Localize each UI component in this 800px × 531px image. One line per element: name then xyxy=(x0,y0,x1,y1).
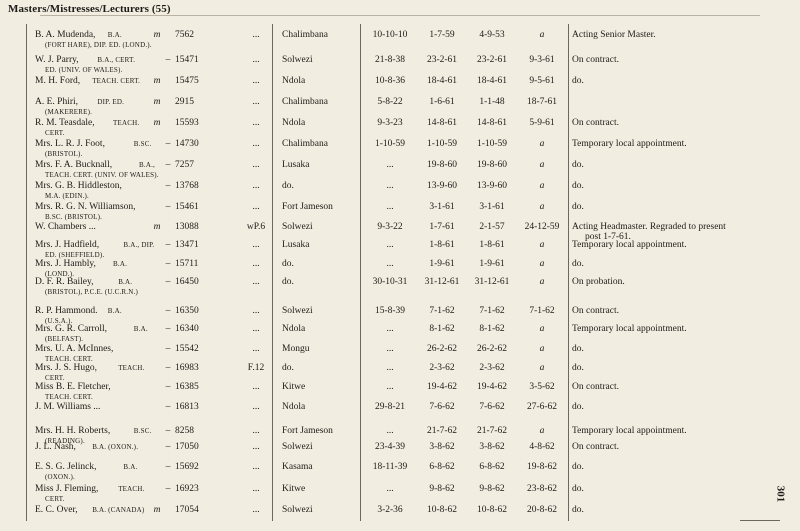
table-cell-date-first: 3-1-61 xyxy=(479,202,505,212)
table-cell-post: ... xyxy=(252,259,260,269)
table-cell-name: W. J. Parry, xyxy=(35,55,79,65)
table-cell-date-first: 21-7-62 xyxy=(476,426,508,436)
table-cell-dash: – xyxy=(165,484,171,494)
table-cell-number: 16813 xyxy=(175,402,199,412)
table-cell-date-birth: 21-8-38 xyxy=(374,55,406,65)
table-cell-date-birth: ... xyxy=(386,160,394,170)
table-cell-remark: do. xyxy=(572,363,584,373)
table-cell-station: Solwezi xyxy=(282,505,313,515)
table-cell-number: 13768 xyxy=(175,181,199,191)
table-cell-qualification-continued: (BRISTOL), P.C.E. (U.C.R.N.) xyxy=(45,288,138,296)
bottom-rule xyxy=(740,520,780,521)
table-cell-date-first: 10-8-62 xyxy=(476,505,508,515)
table-cell-date-confirmed: a xyxy=(539,426,545,436)
table-cell-remark: On contract. xyxy=(572,55,619,65)
table-cell-qualification-continued: ED. (UNIV. OF WALES). xyxy=(45,66,123,74)
table-row xyxy=(0,462,780,484)
table-cell-date-appointment: 1-7-61 xyxy=(429,222,455,232)
table-cell-post: ... xyxy=(252,402,260,412)
table-cell-station: Kitwe xyxy=(282,484,306,494)
table-cell-post: ... xyxy=(252,277,260,287)
table-cell-station: Solwezi xyxy=(282,306,313,316)
table-cell-date-first: 2-1-57 xyxy=(479,222,505,232)
table-row xyxy=(0,442,780,464)
table-cell-post: F.12 xyxy=(247,363,265,373)
table-cell-qualification: B.A. xyxy=(118,278,133,286)
table-cell-name: Mrs. R. G. N. Williamson, xyxy=(35,202,136,212)
table-cell-date-confirmed: a xyxy=(539,30,545,40)
table-cell-qualification-continued: CERT. xyxy=(45,374,65,382)
table-cell-date-birth: ... xyxy=(386,240,394,250)
table-cell-date-confirmed: 3-5-62 xyxy=(529,382,555,392)
table-cell-date-appointment: 1-9-61 xyxy=(429,259,455,269)
table-cell-station: Solwezi xyxy=(282,442,313,452)
table-cell-post: ... xyxy=(252,426,260,436)
table-cell-date-first: 1-9-61 xyxy=(479,259,505,269)
table-cell-post: ... xyxy=(252,181,260,191)
table-cell-date-confirmed: a xyxy=(539,181,545,191)
table-cell-number: 16385 xyxy=(175,382,199,392)
table-cell-name: Miss J. Fleming, xyxy=(35,484,99,494)
table-cell-date-confirmed: a xyxy=(539,160,545,170)
table-cell-dash: – xyxy=(165,259,171,269)
table-cell-post: ... xyxy=(252,324,260,334)
table-cell-date-birth: 18-11-39 xyxy=(372,462,408,472)
table-cell-number: 8258 xyxy=(175,426,194,436)
table-cell-remark: do. xyxy=(572,259,584,269)
table-cell-date-birth: 30-10-31 xyxy=(372,277,408,287)
table-cell-station: do. xyxy=(282,363,294,373)
table-cell-qualification: B.A. xyxy=(133,325,148,333)
table-cell-qualification: B.SC. xyxy=(133,427,152,435)
table-cell-post: ... xyxy=(252,55,260,65)
table-cell-station: Lusaka xyxy=(282,240,310,250)
table-cell-number: 15692 xyxy=(175,462,199,472)
table-cell-number: 17050 xyxy=(175,442,199,452)
table-cell-qualification-continued: (MAKERERE). xyxy=(45,108,93,116)
table-cell-date-appointment: 19-4-62 xyxy=(426,382,458,392)
table-cell-date-appointment: 21-7-62 xyxy=(426,426,458,436)
table-cell-dash: – xyxy=(165,277,171,287)
table-cell-date-birth: ... xyxy=(386,344,394,354)
table-row xyxy=(0,382,780,404)
table-cell-qualification: DIP. ED. xyxy=(97,98,125,106)
table-cell-date-birth: 1-10-59 xyxy=(374,139,406,149)
table-cell-date-confirmed: 9-5-61 xyxy=(529,76,555,86)
table-cell-date-appointment: 14-8-61 xyxy=(426,118,458,128)
table-cell-station: Fort Jameson xyxy=(282,202,333,212)
table-cell-date-confirmed: a xyxy=(539,324,545,334)
table-cell-date-birth: 10-8-36 xyxy=(374,76,406,86)
table-cell-post: ... xyxy=(252,344,260,354)
table-cell-qualification: TEACH. xyxy=(118,485,145,493)
table-cell-remark: Temporary local appointment. xyxy=(572,139,687,149)
table-cell-date-birth: 10-10-10 xyxy=(372,30,408,40)
table-cell-post: ... xyxy=(252,442,260,452)
table-cell-station: Kasama xyxy=(282,462,313,472)
table-cell-date-appointment: 1-10-59 xyxy=(426,139,458,149)
table-cell-date-confirmed: 20-8-62 xyxy=(526,505,558,515)
table-cell-date-appointment: 10-8-62 xyxy=(426,505,458,515)
table-row xyxy=(0,55,780,77)
table-cell-date-confirmed: a xyxy=(539,202,545,212)
table-cell-post: ... xyxy=(252,382,260,392)
table-cell-date-appointment: 1-8-61 xyxy=(429,240,455,250)
table-row xyxy=(0,324,780,346)
table-cell-name: Mrs. L. R. J. Foot, xyxy=(35,139,105,149)
table-cell-qualification: B.A. xyxy=(123,463,138,471)
table-cell-date-first: 19-8-60 xyxy=(476,160,508,170)
table-cell-qualification-continued: (READING). xyxy=(45,437,85,445)
table-row xyxy=(0,277,780,299)
table-cell-remark: Temporary local appointment. xyxy=(572,240,687,250)
table-cell-date-birth: ... xyxy=(386,202,394,212)
table-cell-name: J. L. Nash, xyxy=(35,442,76,452)
table-cell-post: ... xyxy=(252,30,260,40)
table-cell-date-appointment: 31-12-61 xyxy=(424,277,460,287)
table-cell-name: E. C. Over, xyxy=(35,505,78,515)
table-cell-station: Solwezi xyxy=(282,55,313,65)
table-cell-date-birth: 15-8-39 xyxy=(374,306,406,316)
table-cell-station: Chalimbana xyxy=(282,30,328,40)
table-cell-date-confirmed: 23-8-62 xyxy=(526,484,558,494)
table-cell-remark: On probation. xyxy=(572,277,625,287)
table-cell-date-birth: ... xyxy=(386,426,394,436)
table-cell-date-birth: ... xyxy=(386,484,394,494)
table-cell-number: 15542 xyxy=(175,344,199,354)
table-cell-dash: – xyxy=(165,426,171,436)
table-row xyxy=(0,484,780,506)
table-cell-remark: do. xyxy=(572,181,584,191)
table-cell-qualification: B.A. xyxy=(107,307,122,315)
table-cell-qualification-continued: (U.S.A.). xyxy=(45,317,73,325)
table-cell-qualification: B.A. xyxy=(113,260,128,268)
table-cell-date-appointment: 19-8-60 xyxy=(426,160,458,170)
table-cell-qualification: B.A., CERT. xyxy=(97,56,136,64)
table-cell-qualification-continued: CERT. xyxy=(45,495,65,503)
table-cell-number: 15461 xyxy=(175,202,199,212)
table-cell-number: 15471 xyxy=(175,55,199,65)
table-cell-date-birth: 23-4-39 xyxy=(374,442,406,452)
table-cell-date-birth: 9-3-23 xyxy=(377,118,403,128)
table-cell-remark: On contract. xyxy=(572,442,619,452)
table-cell-qualification-continued: (OXON.). xyxy=(45,473,75,481)
table-cell-date-first: 3-8-62 xyxy=(479,442,505,452)
table-cell-name: Mrs. G. B. Hiddleston, xyxy=(35,181,122,191)
table-cell-name: Mrs. H. H. Roberts, xyxy=(35,426,111,436)
table-cell-name: D. F. R. Bailey, xyxy=(35,277,94,287)
table-cell-dash: – xyxy=(165,160,171,170)
table-cell-post: ... xyxy=(252,97,260,107)
table-cell-date-first: 7-1-62 xyxy=(479,306,505,316)
table-cell-date-first: 9-8-62 xyxy=(479,484,505,494)
table-cell-station: do. xyxy=(282,259,294,269)
table-cell-date-appointment: 1-7-59 xyxy=(429,30,455,40)
table-cell-dash: – xyxy=(165,202,171,212)
table-cell-number: 2915 xyxy=(175,97,194,107)
table-cell-remark: On contract. xyxy=(572,382,619,392)
table-cell-remark: do. xyxy=(572,160,584,170)
table-cell-number: 13088 xyxy=(175,222,199,232)
table-cell-name: W. Chambers ... xyxy=(35,222,96,232)
table-cell-name: M. H. Ford, xyxy=(35,76,81,86)
table-row xyxy=(0,402,780,424)
table-cell-post: ... xyxy=(252,505,260,515)
table-cell-remark: do. xyxy=(572,202,584,212)
table-cell-date-confirmed: a xyxy=(539,277,545,287)
table-cell-post: wP.6 xyxy=(246,222,266,232)
table-cell-qualification: TEACH. xyxy=(113,119,140,127)
table-cell-date-first: 19-4-62 xyxy=(476,382,508,392)
table-cell-post: ... xyxy=(252,139,260,149)
table-cell-sex: m xyxy=(153,76,161,86)
table-cell-date-birth: ... xyxy=(386,181,394,191)
table-cell-dash: – xyxy=(165,363,171,373)
table-cell-date-appointment: 6-8-62 xyxy=(429,462,455,472)
table-cell-date-appointment: 1-6-61 xyxy=(429,97,455,107)
table-cell-name: R. P. Hammond. xyxy=(35,306,98,316)
table-cell-date-first: 1-10-59 xyxy=(476,139,508,149)
table-cell-date-confirmed: 18-7-61 xyxy=(526,97,558,107)
table-cell-number: 16923 xyxy=(175,484,199,494)
table-cell-post: ... xyxy=(252,202,260,212)
table-cell-name: Mrs. F. A. Bucknall, xyxy=(35,160,113,170)
table-cell-date-appointment: 26-2-62 xyxy=(426,344,458,354)
table-cell-post: ... xyxy=(252,240,260,250)
table-cell-dash: – xyxy=(165,306,171,316)
table-cell-post: ... xyxy=(252,306,260,316)
table-cell-qualification: TEACH. CERT. xyxy=(92,77,141,85)
section-heading: Masters/Mistresses/Lecturers (55) xyxy=(8,3,171,15)
table-cell-date-confirmed: a xyxy=(539,139,545,149)
table-row xyxy=(0,505,780,527)
table-cell-name: Mrs. J. Hadfield, xyxy=(35,240,100,250)
table-cell-post: ... xyxy=(252,160,260,170)
table-cell-remark: On contract. xyxy=(572,118,619,128)
table-cell-name: A. E. Phiri, xyxy=(35,97,79,107)
table-cell-date-appointment: 13-9-60 xyxy=(426,181,458,191)
table-cell-number: 14730 xyxy=(175,139,199,149)
table-cell-station: Chalimbana xyxy=(282,139,328,149)
table-cell-qualification-continued: B.SC. (BRISTOL). xyxy=(45,213,103,221)
table-cell-qualification-continued: TEACH. CERT. xyxy=(45,393,93,401)
table-cell-date-confirmed: 4-8-62 xyxy=(529,442,555,452)
table-cell-date-first: 1-1-48 xyxy=(479,97,505,107)
table-cell-date-birth: ... xyxy=(386,324,394,334)
table-cell-date-appointment: 3-8-62 xyxy=(429,442,455,452)
table-cell-remark: On contract. xyxy=(572,306,619,316)
table-cell-remark: do. xyxy=(572,505,584,515)
table-cell-name: Mrs. U. A. McInnes, xyxy=(35,344,114,354)
table-cell-remark: Temporary local appointment. xyxy=(572,426,687,436)
table-cell-number: 16350 xyxy=(175,306,199,316)
table-cell-qualification-continued: (LOND.). xyxy=(45,270,75,278)
table-cell-station: Mongu xyxy=(282,344,310,354)
table-cell-name: R. M. Teasdale, xyxy=(35,118,95,128)
table-cell-name: E. S. G. Jelinck, xyxy=(35,462,97,472)
table-cell-station: Ndola xyxy=(282,402,306,412)
table-cell-date-first: 2-3-62 xyxy=(479,363,505,373)
table-cell-date-birth: 29-8-21 xyxy=(374,402,406,412)
table-cell-station: Chalimbana xyxy=(282,97,328,107)
table-cell-date-appointment: 7-6-62 xyxy=(429,402,455,412)
table-cell-date-confirmed: a xyxy=(539,363,545,373)
table-cell-number: 16450 xyxy=(175,277,199,287)
table-cell-number: 17054 xyxy=(175,505,199,515)
table-cell-name: Mrs. J. S. Hugo, xyxy=(35,363,98,373)
table-cell-date-confirmed: 19-8-62 xyxy=(526,462,558,472)
table-cell-remark: Temporary local appointment. xyxy=(572,324,687,334)
table-cell-remark: do. xyxy=(572,462,584,472)
table-cell-number: 16340 xyxy=(175,324,199,334)
table-cell-station: Solwezi xyxy=(282,222,313,232)
table-cell-sex: m xyxy=(153,118,161,128)
table-cell-station: Kitwe xyxy=(282,382,306,392)
table-cell-date-confirmed: 5-9-61 xyxy=(529,118,555,128)
table-cell-qualification-continued: M.A. (EDIN.). xyxy=(45,192,90,200)
table-cell-date-confirmed: a xyxy=(539,344,545,354)
table-cell-remark: do. xyxy=(572,76,584,86)
table-cell-sex: m xyxy=(153,30,161,40)
table-cell-dash: – xyxy=(165,324,171,334)
table-cell-date-confirmed: 9-3-61 xyxy=(529,55,555,65)
table-cell-qualification: B.A., DIP. xyxy=(123,241,155,249)
table-cell-date-first: 6-8-62 xyxy=(479,462,505,472)
table-cell-qualification: B.A. (CANADA) xyxy=(92,506,145,514)
table-cell-date-first: 4-9-53 xyxy=(479,30,505,40)
table-cell-dash: – xyxy=(165,462,171,472)
table-cell-number: 16983 xyxy=(175,363,199,373)
table-row xyxy=(0,118,780,140)
table-row xyxy=(0,139,780,161)
table-cell-dash: – xyxy=(165,181,171,191)
table-cell-name: B. A. Mudenda, xyxy=(35,30,96,40)
table-cell-date-appointment: 9-8-62 xyxy=(429,484,455,494)
table-cell-date-first: 7-6-62 xyxy=(479,402,505,412)
table-cell-station: Ndola xyxy=(282,118,306,128)
table-cell-qualification: B.A., xyxy=(139,161,155,169)
table-cell-date-birth: ... xyxy=(386,363,394,373)
table-cell-qualification-continued: (FORT HARE), DIP. ED. (LOND.). xyxy=(45,41,152,49)
table-cell-sex: m xyxy=(153,222,161,232)
table-cell-date-appointment: 3-1-61 xyxy=(429,202,455,212)
table-cell-name: Mrs. J. Hambly, xyxy=(35,259,96,269)
table-cell-remark: do. xyxy=(572,484,584,494)
table-cell-station: Fort Jameson xyxy=(282,426,333,436)
table-cell-date-confirmed: 27-6-62 xyxy=(526,402,558,412)
table-cell-date-first: 26-2-62 xyxy=(476,344,508,354)
table-cell-date-birth: 9-3-22 xyxy=(377,222,403,232)
table-cell-date-birth: ... xyxy=(386,382,394,392)
table-cell-station: do. xyxy=(282,277,294,287)
table-cell-remark: do. xyxy=(572,402,584,412)
table-cell-post: ... xyxy=(252,118,260,128)
table-cell-remark-continued: post 1-7-61. xyxy=(585,232,631,242)
table-cell-date-appointment: 23-2-61 xyxy=(426,55,458,65)
table-cell-post: ... xyxy=(252,76,260,86)
table-cell-dash: – xyxy=(165,240,171,250)
table-cell-number: 15711 xyxy=(175,259,199,269)
table-cell-date-confirmed: 24-12-59 xyxy=(524,222,560,232)
table-cell-station: Ndola xyxy=(282,324,306,334)
table-cell-qualification-continued: (BRISTOL). xyxy=(45,150,83,158)
table-cell-station: Ndola xyxy=(282,76,306,86)
table-cell-date-birth: 5-8-22 xyxy=(377,97,403,107)
table-cell-date-first: 18-4-61 xyxy=(476,76,508,86)
table-cell-date-appointment: 7-1-62 xyxy=(429,306,455,316)
page-number: 301 xyxy=(774,485,787,503)
table-cell-date-first: 1-8-61 xyxy=(479,240,505,250)
table-cell-station: do. xyxy=(282,181,294,191)
table-cell-date-first: 23-2-61 xyxy=(476,55,508,65)
table-row xyxy=(0,181,780,203)
table-cell-remark: Acting Headmaster. Regraded to present xyxy=(572,222,726,232)
table-cell-date-birth: 3-2-36 xyxy=(377,505,403,515)
table-cell-number: 15593 xyxy=(175,118,199,128)
table-cell-post: ... xyxy=(252,462,260,472)
table-cell-date-birth: ... xyxy=(386,259,394,269)
table-cell-post: ... xyxy=(252,484,260,494)
table-cell-date-first: 13-9-60 xyxy=(476,181,508,191)
table-cell-qualification-continued: (BELFAST). xyxy=(45,335,84,343)
table-cell-date-first: 14-8-61 xyxy=(476,118,508,128)
table-cell-dash: – xyxy=(165,344,171,354)
top-rule xyxy=(40,15,760,16)
table-cell-date-confirmed: a xyxy=(539,240,545,250)
table-cell-date-confirmed: 7-1-62 xyxy=(529,306,555,316)
table-cell-dash: – xyxy=(165,442,171,452)
table-cell-dash: – xyxy=(165,382,171,392)
table-cell-station: Lusaka xyxy=(282,160,310,170)
table-cell-sex: m xyxy=(153,505,161,515)
table-cell-number: 7562 xyxy=(175,30,194,40)
table-cell-remark: Acting Senior Master. xyxy=(572,30,656,40)
table-cell-date-confirmed: a xyxy=(539,259,545,269)
table-cell-qualification-continued: CERT. xyxy=(45,129,65,137)
table-cell-dash: – xyxy=(165,55,171,65)
table-cell-name: J. M. Williams ... xyxy=(35,402,101,412)
table-cell-dash: – xyxy=(165,402,171,412)
table-cell-qualification-continued: TEACH. CERT. (UNIV. OF WALES). xyxy=(45,171,159,179)
table-cell-qualification-continued: ED. (SHEFFIELD). xyxy=(45,251,105,259)
table-cell-date-first: 8-1-62 xyxy=(479,324,505,334)
table-row xyxy=(0,160,780,182)
table-cell-qualification-continued: TEACH. CERT. xyxy=(45,355,93,363)
table-cell-qualification: B.A. (OXON.). xyxy=(92,443,139,451)
table-cell-name: Miss B. E. Fletcher, xyxy=(35,382,111,392)
table-cell-qualification: TEACH. xyxy=(118,364,145,372)
table-cell-date-appointment: 18-4-61 xyxy=(426,76,458,86)
table-row xyxy=(0,97,780,119)
table-row xyxy=(0,30,780,52)
table-cell-name: Mrs. G. R. Carroll, xyxy=(35,324,108,334)
table-cell-number: 15475 xyxy=(175,76,199,86)
table-cell-remark: do. xyxy=(572,344,584,354)
table-cell-number: 13471 xyxy=(175,240,199,250)
table-cell-number: 7257 xyxy=(175,160,194,170)
table-cell-qualification: B.SC. xyxy=(133,140,152,148)
table-cell-qualification: B.A. xyxy=(107,31,122,39)
table-row xyxy=(0,76,780,98)
table-cell-date-appointment: 2-3-62 xyxy=(429,363,455,373)
table-cell-date-appointment: 8-1-62 xyxy=(429,324,455,334)
table-cell-date-first: 31-12-61 xyxy=(474,277,510,287)
table-row xyxy=(0,202,780,224)
table-cell-sex: m xyxy=(153,97,161,107)
table-cell-dash: – xyxy=(165,139,171,149)
